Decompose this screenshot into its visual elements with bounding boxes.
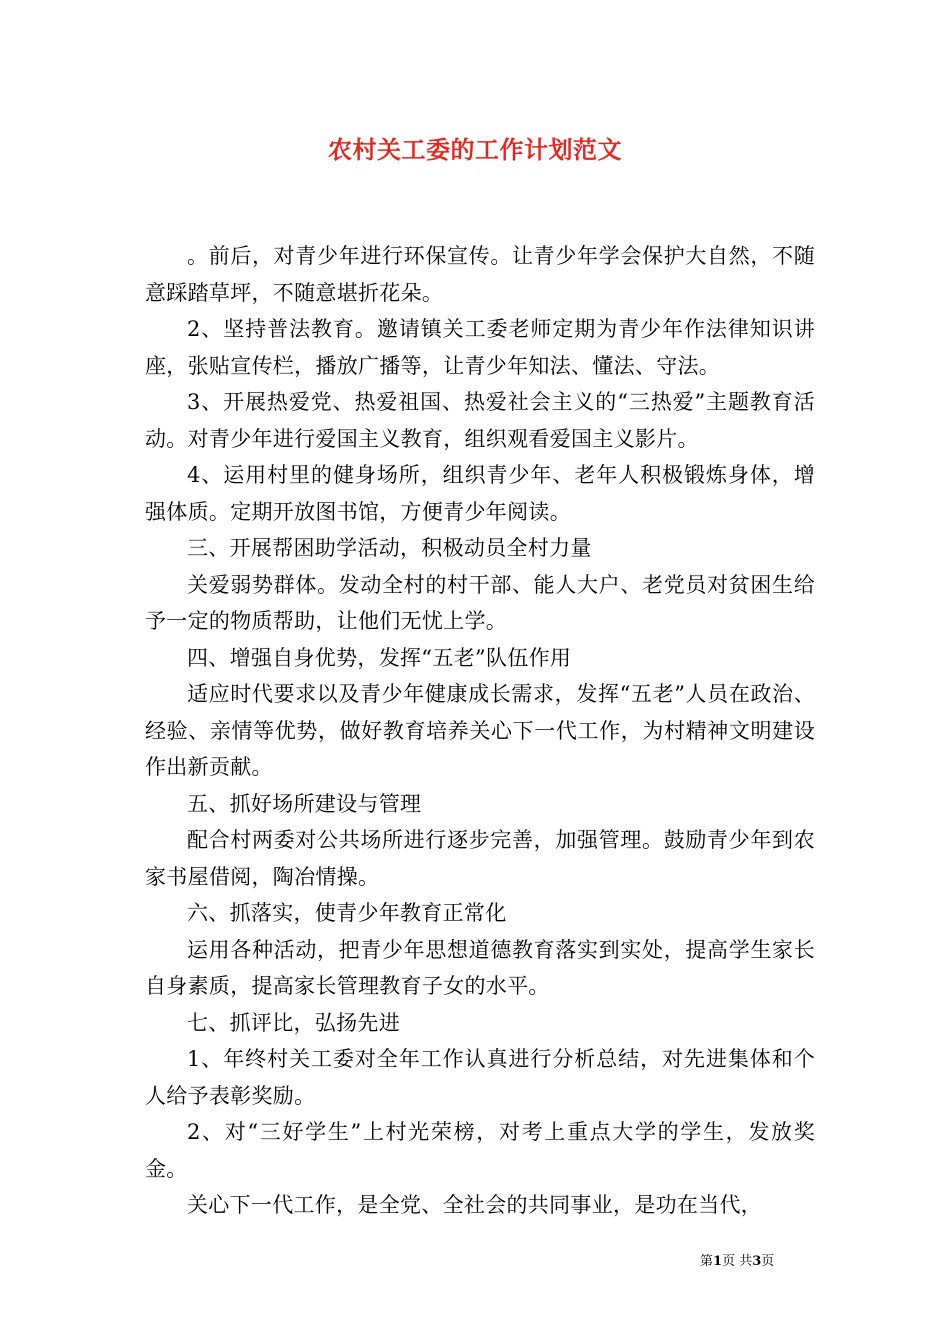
section-heading: 五、抓好场所建设与管理 (187, 791, 422, 816)
section-heading: 四、增强自身优势，发挥“五老”队伍作用 (187, 645, 572, 670)
paragraph: 4、运用村里的健身场所，组织青少年、老年人积极锻炼身体，增强体质。定期开放图书馆，方便青少年阅读。 (145, 463, 815, 524)
footer-prefix: 第 (700, 1254, 714, 1269)
footer-middle: 页 共 (722, 1254, 753, 1269)
paragraph: 2、对“三好学生”上村光荣榜，对考上重点大学的学生，发放奖金。 (145, 1120, 815, 1181)
paragraph: 2、坚持普法教育。邀请镇关工委老师定期为青少年作法律知识讲座，张贴宣传栏，播放广播等，让青少年知法、懂法、守法。 (145, 317, 815, 378)
paragraph: 配合村两委对公共场所进行逐步完善，加强管理。鼓励青少年到农家书屋借阅，陶冶情操。 (145, 828, 815, 889)
current-page-number: 1 (713, 1254, 723, 1269)
section-heading: 六、抓落实，使青少年教育正常化 (187, 901, 507, 925)
paragraph: 关心下一代工作，是全党、全社会的共同事业，是功在当代， (187, 1193, 763, 1217)
page-number-footer (700, 1250, 774, 1269)
section-heading: 三、开展帮困助学活动，积极动员全村力量 (187, 536, 592, 560)
paragraph: 适应时代要求以及青少年健康成长需求，发挥“五老”人员在政治、经验、亲情等优势，做好教育培养关心下一代工作，为村精神文明建设作出新贡献。 (145, 682, 815, 779)
section-heading: 七、抓评比，弘扬先进 (187, 1010, 400, 1035)
paragraph: 3、开展热爱党、热爱祖国、热爱社会主义的“三热爱”主题教育活动。对青少年进行爱国主义教育，组织观看爱国主义影片。 (145, 390, 815, 451)
footer-suffix: 页 (761, 1254, 775, 1269)
paragraph: 运用各种活动，把青少年思想道德教育落实到实处，提高学生家长自身素质，提高家长管理教育子女的水平。 (145, 937, 815, 998)
paragraph: 关爱弱势群体。发动全村的村干部、能人大户、老党员对贫困生给予一定的物质帮助，让他们无忧上学。 (145, 572, 815, 633)
total-pages-number: 3 (752, 1254, 762, 1269)
paragraph: 。前后，对青少年进行环保宣传。让青少年学会保护大自然，不随意踩踏草坪，不随意堪折花朵。 (145, 244, 815, 305)
page-title: 农村关工委的工作计划范文 (328, 135, 622, 164)
document-body (145, 238, 815, 1224)
paragraph: 1、年终村关工委对全年工作认真进行分析总结，对先进集体和个人给予表彰奖励。 (145, 1047, 815, 1108)
